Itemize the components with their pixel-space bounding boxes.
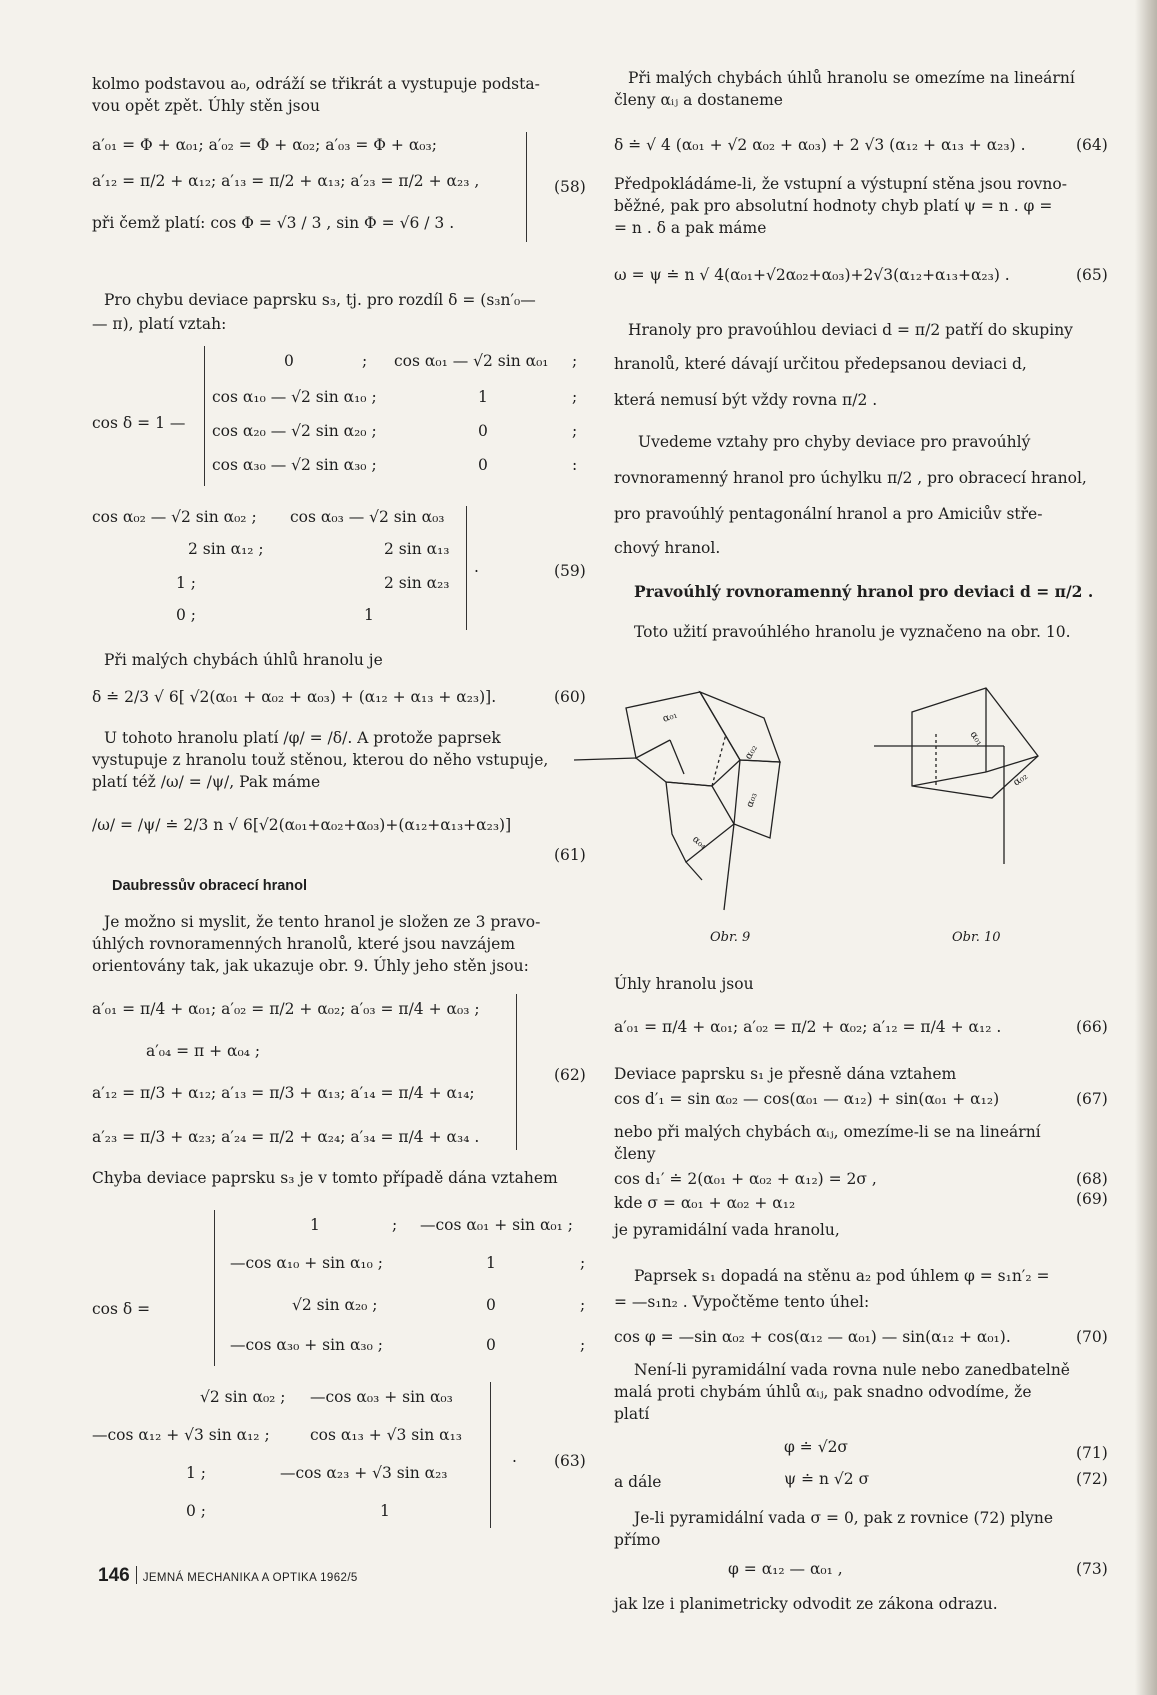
eq58-line-3: při čemž platí: cos Φ = √3 / 3 , sin Φ = √6 / 3 . xyxy=(92,214,455,232)
r1-line-2: členy αᵢⱼ a dostaneme xyxy=(614,91,783,109)
je-line-2: úhlých rovnoramenných hranolů, které jsou navzájem xyxy=(92,935,516,953)
nebo-line-2: členy xyxy=(614,1145,656,1163)
det63b-bar xyxy=(490,1382,491,1528)
eq59-dot: . xyxy=(474,558,479,576)
fig9-label: α₀₃ xyxy=(744,791,760,810)
m63a-cell: ; xyxy=(580,1336,586,1354)
r4-line-3: pro pravoúhlý pentagonální hranol a pro Amiciův stře- xyxy=(614,505,1043,523)
nebo-line-1: nebo při malých chybách αᵢⱼ, omezíme-li se na lineární xyxy=(614,1123,1041,1141)
eq65: ω = ψ ≐ n √ 4(α₀₁+√2α₀₂+α₀₃)+2√3(α₁₂+α₁₃+α₂₃) . xyxy=(614,266,1010,284)
figure-10-caption: Obr. 10 xyxy=(952,930,1001,945)
m63a-cell: —cos α₃₀ + sin α₃₀ ; xyxy=(230,1336,383,1354)
eq73-number: (73) xyxy=(1076,1560,1108,1578)
m59a-cell: 1 xyxy=(478,388,488,406)
m59a-cell: cos α₃₀ — √2 sin α₃₀ ; xyxy=(212,456,377,474)
small-errors-line: Při malých chybách úhlů hranolu je xyxy=(104,651,383,669)
fig9-label: α₀₄ xyxy=(690,833,709,852)
eq70-number: (70) xyxy=(1076,1328,1108,1346)
m59a-cell: 0 xyxy=(478,422,488,440)
r3-line-3: která nemusí být vždy rovna π/2 . xyxy=(614,391,878,409)
eq64: δ ≐ √ 4 (α₀₁ + √2 α₀₂ + α₀₃) + 2 √3 (α₁₂ + α₁₃ + α₂₃) . xyxy=(614,136,1026,154)
eq60-number: (60) xyxy=(554,688,586,706)
uhly-line: Úhly hranolu jsou xyxy=(614,975,754,993)
r2-line-3: = n . δ a pak máme xyxy=(614,219,767,237)
chyba-line: Chyba deviace paprsku s₃ je v tomto případě dána vztahem xyxy=(92,1169,558,1187)
m63a-cell: ; xyxy=(580,1254,586,1272)
m59b-cell: 1 ; xyxy=(176,574,197,592)
m63a-cell: —cos α₀₁ + sin α₀₁ ; xyxy=(420,1216,573,1234)
paprsek-line-2: = —s₁n₂ . Vypočtěme tento úhel: xyxy=(614,1293,870,1311)
m63a-cell: 0 xyxy=(486,1336,496,1354)
m59a-cell: ; xyxy=(572,422,578,440)
m63b-cell: cos α₁₃ + √3 sin α₁₃ xyxy=(310,1426,463,1444)
page-edge-shadow xyxy=(1135,0,1157,1695)
neni-line-2: malá proti chybám úhlů αᵢⱼ, pak snadno odvodíme, že xyxy=(614,1383,1032,1401)
eq62-line-2: a′₀₄ = π + α₀₄ ; xyxy=(146,1042,261,1060)
eq63-number: (63) xyxy=(554,1452,586,1470)
eq69: kde σ = α₀₁ + α₀₂ + α₁₂ xyxy=(614,1194,796,1212)
r1-line-1: Při malých chybách úhlů hranolu se omezíme na lineární xyxy=(628,69,1075,87)
m63b-cell: —cos α₁₂ + √3 sin α₁₂ ; xyxy=(92,1426,270,1444)
m63b-cell: —cos α₀₃ + sin α₀₃ xyxy=(310,1388,453,1406)
eq62-brace xyxy=(510,994,517,1150)
eq69-number: (69) xyxy=(1076,1190,1108,1208)
je-line-3: orientovány tak, jak ukazuje obr. 9. Úhly jeho stěn jsou: xyxy=(92,957,529,975)
m63a-cell: ; xyxy=(580,1296,586,1314)
m63b-cell: 0 ; xyxy=(186,1502,207,1520)
eq70: cos φ = —sin α₀₂ + cos(α₁₂ — α₀₁) — sin(α₁₂ + α₀₁). xyxy=(614,1328,1011,1346)
m63a-cell: 0 xyxy=(486,1296,496,1314)
r5-line: Toto užití pravoúhlého hranolu je vyznačeno na obr. 10. xyxy=(634,623,1071,641)
figure-9-prism-diagram xyxy=(574,674,864,914)
eq62-line-3: a′₁₂ = π/3 + α₁₂; a′₁₃ = π/3 + α₁₃; a′₁₄ = π/4 + α₁₄; xyxy=(92,1084,475,1102)
r3-line-1: Hranoly pro pravoúhlou deviaci d = π/2 patří do skupiny xyxy=(628,321,1073,339)
eq58-line-2: a′₁₂ = π/2 + α₁₂; a′₁₃ = π/2 + α₁₃; a′₂₃ = π/2 + α₂₃ , xyxy=(92,172,480,190)
r2-line-2: běžné, pak pro absolutní hodnoty chyb platí ψ = n . φ = xyxy=(614,197,1053,215)
deviation-line-2: — π), platí vztah: xyxy=(92,315,227,333)
neni-line-1: Není-li pyramidální vada rovna nule nebo zanedbatelně xyxy=(634,1361,1070,1379)
eq62-line-1: a′₀₁ = π/4 + α₀₁; a′₀₂ = π/2 + α₀₂; a′₀₃ = π/4 + α₀₃ ; xyxy=(92,1000,480,1018)
section-heading-right-angle-prism: Pravoúhlý rovnoramenný hranol pro deviaci d = π/2 . xyxy=(634,582,1094,601)
eq61: /ω/ = /ψ/ ≐ 2/3 n √ 6[√2(α₀₁+α₀₂+α₀₃)+(α₁₂+α₁₃+α₂₃)] xyxy=(92,816,512,834)
jeli-line-1: Je-li pyramidální vada σ = 0, pak z rovnice (72) plyne xyxy=(634,1509,1053,1527)
eq72-number: (72) xyxy=(1076,1470,1108,1488)
m63a-cell: 1 xyxy=(310,1216,320,1234)
m63b-cell: 1 ; xyxy=(186,1464,207,1482)
r4-line-2: rovnoramenný hranol pro úchylku π/2 , pro obracecí hranol, xyxy=(614,469,1087,487)
m59a-cell: cos α₂₀ — √2 sin α₂₀ ; xyxy=(212,422,377,440)
page-number: 146 xyxy=(98,1565,130,1586)
m59a-cell: 0 xyxy=(478,456,488,474)
m59a-cell: ; xyxy=(572,388,578,406)
eq72: ψ ≐ n √2 σ xyxy=(784,1470,870,1488)
intro-line-1: kolmo podstavou a₀, odráží se třikrát a vystupuje podsta- xyxy=(92,75,540,93)
fig9-label: α₀₁ xyxy=(661,709,679,725)
u-line-1: U tohoto hranolu platí /φ/ = /δ/. A protože paprsek xyxy=(104,729,501,747)
m59a-cell: 0 xyxy=(284,352,294,370)
r4-line-4: chový hranol. xyxy=(614,539,721,557)
m59b-cell: cos α₀₃ — √2 sin α₀₃ xyxy=(290,508,445,526)
eq62-number: (62) xyxy=(554,1066,586,1084)
eq65-number: (65) xyxy=(1076,266,1108,284)
m59b-cell: 2 sin α₂₃ xyxy=(384,574,450,592)
fig9-label: α₀₂ xyxy=(743,743,760,762)
eq67-number: (67) xyxy=(1076,1090,1108,1108)
eq58-brace xyxy=(520,132,527,242)
eq58-number: (58) xyxy=(554,178,586,196)
m59b-cell: 1 xyxy=(364,606,374,624)
fig10-label: α₀₂ xyxy=(1011,770,1030,789)
footer-divider xyxy=(136,1566,137,1584)
m59a-cell: : xyxy=(572,456,578,474)
cosd-label: cos δ = 1 — xyxy=(92,414,186,432)
m59a-cell: ; xyxy=(362,352,368,370)
eq59-number: (59) xyxy=(554,562,586,580)
m59b-cell: cos α₀₂ — √2 sin α₀₂ ; xyxy=(92,508,257,526)
cosd2-label: cos δ = xyxy=(92,1300,151,1318)
det63a-bar xyxy=(214,1210,215,1366)
det59b-bar xyxy=(466,506,467,630)
m63b-cell: √2 sin α₀₂ ; xyxy=(200,1388,286,1406)
fig10-label: α₀₁ xyxy=(967,729,986,748)
eq61-number: (61) xyxy=(554,846,586,864)
journal-name: JEMNÁ MECHANIKA A OPTIKA 1962/5 xyxy=(142,1572,358,1584)
r4-line-1: Uvedeme vztahy pro chyby deviace pro pravoúhlý xyxy=(638,433,1031,451)
m59b-cell: 2 sin α₁₂ ; xyxy=(188,540,264,558)
u-line-2: vystupuje z hranolu touž stěnou, kterou do něho vstupuje, xyxy=(92,751,549,769)
eq63-dot: . xyxy=(512,1448,517,1466)
eq58-line-1: a′₀₁ = Φ + α₀₁; a′₀₂ = Φ + α₀₂; a′₀₃ = Φ + α₀₃; xyxy=(92,136,437,154)
neni-line-3: platí xyxy=(614,1405,650,1423)
m59b-cell: 0 ; xyxy=(176,606,197,624)
m63a-cell: √2 sin α₂₀ ; xyxy=(292,1296,378,1314)
figure-9-caption: Obr. 9 xyxy=(710,930,751,945)
eq67: cos d′₁ = sin α₀₂ — cos(α₀₁ — α₁₂) + sin(α₀₁ + α₁₂) xyxy=(614,1090,1000,1108)
eq66-number: (66) xyxy=(1076,1018,1108,1036)
eq60: δ ≐ 2/3 √ 6[ √2(α₀₁ + α₀₂ + α₀₃) + (α₁₂ + α₁₃ + α₂₃)]. xyxy=(92,688,497,706)
m59a-cell: ; xyxy=(572,352,578,370)
m63a-cell: —cos α₁₀ + sin α₁₀ ; xyxy=(230,1254,383,1272)
section-heading-daubresse: Daubressův obracecí hranol xyxy=(112,878,308,894)
m63b-cell: —cos α₂₃ + √3 sin α₂₃ xyxy=(280,1464,448,1482)
m63b-cell: 1 xyxy=(380,1502,390,1520)
deviation-line-1: Pro chybu deviace paprsku s₃, tj. pro rozdíl δ = (s₃n′₀— xyxy=(104,291,536,309)
a-dale-line: a dále xyxy=(614,1473,662,1491)
eq71: φ ≐ √2σ xyxy=(784,1438,849,1456)
m59a-cell: cos α₀₁ — √2 sin α₀₁ xyxy=(394,352,549,370)
eq68: cos d₁′ ≐ 2(α₀₁ + α₀₂ + α₁₂) = 2σ , xyxy=(614,1170,877,1188)
jeli-line-2: přímo xyxy=(614,1531,661,1549)
je-line-1: Je možno si myslit, že tento hranol je složen ze 3 pravo- xyxy=(104,913,541,931)
det59a-bar xyxy=(204,346,205,486)
deviation-s1-line: Deviace paprsku s₁ je přesně dána vztahem xyxy=(614,1065,957,1083)
eq66: a′₀₁ = π/4 + α₀₁; a′₀₂ = π/2 + α₀₂; a′₁₂ = π/4 + α₁₂ . xyxy=(614,1018,1002,1036)
intro-line-2: vou opět zpět. Úhly stěn jsou xyxy=(92,97,320,115)
m63a-cell: 1 xyxy=(486,1254,496,1272)
r3-line-2: hranolů, které dávají určitou předepsanou deviaci d, xyxy=(614,355,1027,373)
eq73: φ = α₁₂ — α₀₁ , xyxy=(728,1560,843,1578)
m63a-cell: ; xyxy=(392,1216,398,1234)
eq71-number: (71) xyxy=(1076,1444,1108,1462)
u-line-3: platí též /ω/ = /ψ/, Pak máme xyxy=(92,773,321,791)
page-footer xyxy=(98,1565,358,1587)
r2-line-1: Předpokládáme-li, že vstupní a výstupní stěna jsou rovno- xyxy=(614,175,1067,193)
pyramidal-line: je pyramidální vada hranolu, xyxy=(614,1221,840,1239)
eq62-line-4: a′₂₃ = π/3 + α₂₃; a′₂₄ = π/2 + α₂₄; a′₃₄ = π/4 + α₃₄ . xyxy=(92,1128,480,1146)
eq68-number: (68) xyxy=(1076,1170,1108,1188)
jak-line: jak lze i planimetricky odvodit ze zákona odrazu. xyxy=(614,1595,998,1613)
paprsek-line-1: Paprsek s₁ dopadá na stěnu a₂ pod úhlem φ = s₁n′₂ = xyxy=(634,1267,1050,1285)
eq64-number: (64) xyxy=(1076,136,1108,154)
m59b-cell: 2 sin α₁₃ xyxy=(384,540,450,558)
m59a-cell: cos α₁₀ — √2 sin α₁₀ ; xyxy=(212,388,377,406)
figure-10-prism-diagram xyxy=(874,674,1114,894)
